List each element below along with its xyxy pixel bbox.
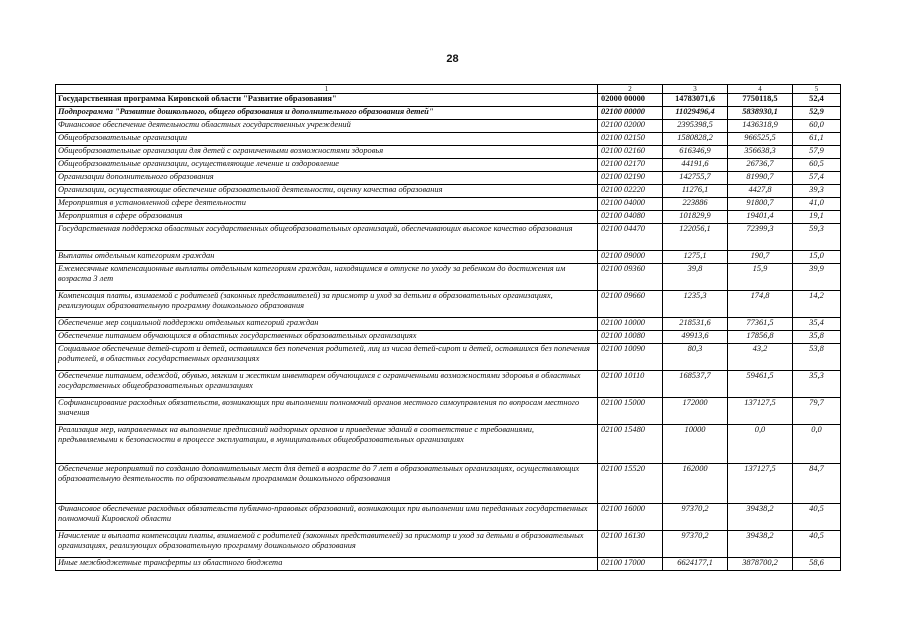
- row-percent-cell: 0,0: [793, 425, 841, 464]
- row-code-cell: 02100 02170: [598, 159, 663, 172]
- row-plan-value-cell: 1235,3: [663, 291, 728, 318]
- row-percent-cell: 60,5: [793, 159, 841, 172]
- row-actual-value-cell: 1436318,9: [728, 120, 793, 133]
- row-percent-cell: 57,9: [793, 146, 841, 159]
- row-actual-value-cell: 17856,8: [728, 331, 793, 344]
- row-actual-value-cell: 19401,4: [728, 211, 793, 224]
- row-code-cell: 02100 02190: [598, 172, 663, 185]
- table-row: [56, 558, 841, 571]
- row-actual-value-cell: 39438,2: [728, 531, 793, 558]
- row-code-cell: 02100 04080: [598, 211, 663, 224]
- row-actual-value-cell: 966525,5: [728, 133, 793, 146]
- row-code-cell: 02100 02160: [598, 146, 663, 159]
- row-actual-value-cell: 5838930,1: [728, 107, 793, 120]
- row-percent-cell: 53,8: [793, 344, 841, 371]
- table-row: [56, 185, 841, 198]
- table-body: [56, 94, 841, 571]
- table-row: [56, 371, 841, 398]
- row-plan-value-cell: 97370,2: [663, 504, 728, 531]
- table-row: [56, 531, 841, 558]
- row-percent-cell: 52,4: [793, 94, 841, 107]
- table-row: [56, 264, 841, 291]
- row-actual-value-cell: 0,0: [728, 425, 793, 464]
- row-percent-cell: 58,6: [793, 558, 841, 571]
- table-row: [56, 211, 841, 224]
- row-actual-value-cell: 39438,2: [728, 504, 793, 531]
- row-plan-value-cell: 168537,7: [663, 371, 728, 398]
- row-actual-value-cell: 7750118,5: [728, 94, 793, 107]
- row-name-cell: Софинансирование расходных обязательств, возникающих при выполнении полномочий органов местного самоуправления по вопросам местного значения: [56, 398, 598, 425]
- row-name-cell: Финансовое обеспечение деятельности областных государственных учреждений: [56, 120, 598, 133]
- row-name-cell: Выплаты отдельным категориям граждан: [56, 251, 598, 264]
- row-code-cell: 02100 15520: [598, 464, 663, 504]
- row-percent-cell: 35,3: [793, 371, 841, 398]
- column-number-row: [56, 85, 841, 94]
- row-name-cell: Общеобразовательные организации для детей с ограниченными возможностями здоровья: [56, 146, 598, 159]
- row-name-cell: Общеобразовательные организации, осуществляющие лечение и оздоровление: [56, 159, 598, 172]
- row-code-cell: 02100 10000: [598, 318, 663, 331]
- row-actual-value-cell: 137127,5: [728, 398, 793, 425]
- row-percent-cell: 15,0: [793, 251, 841, 264]
- table-row: [56, 318, 841, 331]
- row-actual-value-cell: 72399,3: [728, 224, 793, 251]
- table-row: [56, 146, 841, 159]
- table-row: [56, 331, 841, 344]
- row-name-cell: Государственная программа Кировской области "Развитие образования": [56, 94, 598, 107]
- table-row: [56, 120, 841, 133]
- row-percent-cell: 19,1: [793, 211, 841, 224]
- row-plan-value-cell: 97370,2: [663, 531, 728, 558]
- row-plan-value-cell: 223886: [663, 198, 728, 211]
- row-name-cell: Финансовое обеспечение расходных обязательств публично-правовых образований, возникающих при выполнении ими переданных государственных полномочий Кировской области: [56, 504, 598, 531]
- row-name-cell: Мероприятия в сфере образования: [56, 211, 598, 224]
- row-plan-value-cell: 101829,9: [663, 211, 728, 224]
- row-plan-value-cell: 6624177,1: [663, 558, 728, 571]
- row-plan-value-cell: 218531,6: [663, 318, 728, 331]
- row-percent-cell: 35,8: [793, 331, 841, 344]
- row-percent-cell: 79,7: [793, 398, 841, 425]
- row-code-cell: 02000 00000: [598, 94, 663, 107]
- row-code-cell: 02100 02220: [598, 185, 663, 198]
- row-code-cell: 02100 17000: [598, 558, 663, 571]
- table-row: [56, 425, 841, 464]
- row-percent-cell: 60,0: [793, 120, 841, 133]
- row-percent-cell: 52,9: [793, 107, 841, 120]
- row-percent-cell: 59,3: [793, 224, 841, 251]
- row-percent-cell: 35,4: [793, 318, 841, 331]
- row-code-cell: 02100 09000: [598, 251, 663, 264]
- table-row: [56, 94, 841, 107]
- row-code-cell: 02100 09360: [598, 264, 663, 291]
- row-actual-value-cell: 43,2: [728, 344, 793, 371]
- row-name-cell: Подпрограмма "Развитие дошкольного, общего образования и дополнительного образования детей": [56, 107, 598, 120]
- row-code-cell: 02100 10090: [598, 344, 663, 371]
- row-name-cell: Общеобразовательные организации: [56, 133, 598, 146]
- column-header: 1: [56, 85, 598, 94]
- row-percent-cell: 57,4: [793, 172, 841, 185]
- row-actual-value-cell: 4427,8: [728, 185, 793, 198]
- row-code-cell: 02100 04000: [598, 198, 663, 211]
- row-code-cell: 02100 16000: [598, 504, 663, 531]
- row-plan-value-cell: 142755,7: [663, 172, 728, 185]
- row-plan-value-cell: 44191,6: [663, 159, 728, 172]
- row-code-cell: 02100 00000: [598, 107, 663, 120]
- row-percent-cell: 40,5: [793, 504, 841, 531]
- row-plan-value-cell: 2395398,5: [663, 120, 728, 133]
- row-code-cell: 02100 10080: [598, 331, 663, 344]
- row-name-cell: Обеспечение мер социальной поддержки отдельных категорий граждан: [56, 318, 598, 331]
- row-actual-value-cell: 59461,5: [728, 371, 793, 398]
- row-name-cell: Компенсация платы, взимаемой с родителей (законных представителей) за присмотр и уход за детьми в образовательных организациях, реализующих образовательную программу дошкольного образования: [56, 291, 598, 318]
- row-actual-value-cell: 81990,7: [728, 172, 793, 185]
- budget-table: [55, 84, 841, 571]
- row-actual-value-cell: 91800,7: [728, 198, 793, 211]
- row-name-cell: Государственная поддержка областных государственных общеобразовательных организаций, обеспечивающих высокое качество образования: [56, 224, 598, 251]
- table-row: [56, 291, 841, 318]
- row-percent-cell: 14,2: [793, 291, 841, 318]
- page-number: 28: [446, 53, 459, 65]
- row-plan-value-cell: 172000: [663, 398, 728, 425]
- row-code-cell: 02100 10110: [598, 371, 663, 398]
- row-name-cell: Начисление и выплата компенсации платы, взимаемой с родителей (законных представителей) за присмотр и уход за детьми в образовательных организациях, реализующих образовательную программу дошкольного образования: [56, 531, 598, 558]
- row-percent-cell: 40,5: [793, 531, 841, 558]
- row-plan-value-cell: 1580828,2: [663, 133, 728, 146]
- row-name-cell: Обеспечение питанием обучающихся в областных государственных образовательных организациях: [56, 331, 598, 344]
- row-plan-value-cell: 49913,6: [663, 331, 728, 344]
- row-plan-value-cell: 10000: [663, 425, 728, 464]
- row-name-cell: Ежемесячные компенсационные выплаты отдельным категориям граждан, находящимся в отпуске по уходу за ребенком до достижения им возраста 3 лет: [56, 264, 598, 291]
- table-row: [56, 224, 841, 251]
- table-row: [56, 398, 841, 425]
- row-name-cell: Организации дополнительного образования: [56, 172, 598, 185]
- row-code-cell: 02100 02150: [598, 133, 663, 146]
- row-plan-value-cell: 122056,1: [663, 224, 728, 251]
- row-percent-cell: 61,1: [793, 133, 841, 146]
- row-plan-value-cell: 162000: [663, 464, 728, 504]
- row-actual-value-cell: 174,8: [728, 291, 793, 318]
- row-name-cell: Социальное обеспечение детей-сирот и детей, оставшихся без попечения родителей, лиц из числа детей-сирот и детей, оставшихся без попечения родителей, в областных государственных организациях: [56, 344, 598, 371]
- row-code-cell: 02100 16130: [598, 531, 663, 558]
- table-row: [56, 464, 841, 504]
- row-plan-value-cell: 80,3: [663, 344, 728, 371]
- row-code-cell: 02100 09660: [598, 291, 663, 318]
- table-row: [56, 159, 841, 172]
- row-code-cell: 02100 15000: [598, 398, 663, 425]
- row-actual-value-cell: 190,7: [728, 251, 793, 264]
- table-row: [56, 344, 841, 371]
- table-row: [56, 198, 841, 211]
- row-plan-value-cell: 11276,1: [663, 185, 728, 198]
- row-code-cell: 02100 02000: [598, 120, 663, 133]
- row-actual-value-cell: 15,9: [728, 264, 793, 291]
- row-percent-cell: 41,0: [793, 198, 841, 211]
- table-row: [56, 504, 841, 531]
- column-header: 4: [728, 85, 793, 94]
- row-name-cell: Обеспечение мероприятий по созданию дополнительных мест для детей в возрасте до 7 лет в образовательных организациях, осуществляющих образовательную деятельность по образовательным программам дошкольного образования: [56, 464, 598, 504]
- row-plan-value-cell: 14783071,6: [663, 94, 728, 107]
- column-header: 3: [663, 85, 728, 94]
- row-actual-value-cell: 26736,7: [728, 159, 793, 172]
- row-actual-value-cell: 137127,5: [728, 464, 793, 504]
- row-code-cell: 02100 15480: [598, 425, 663, 464]
- table-row: [56, 251, 841, 264]
- row-percent-cell: 39,9: [793, 264, 841, 291]
- row-percent-cell: 39,3: [793, 185, 841, 198]
- row-name-cell: Реализация мер, направленных на выполнение предписаний надзорных органов и приведение зданий в соответствие с требованиями, предъявляемыми к безопасности в процессе эксплуатации, в муниципальных общеобразовательных организациях: [56, 425, 598, 464]
- row-percent-cell: 84,7: [793, 464, 841, 504]
- row-plan-value-cell: 39,8: [663, 264, 728, 291]
- row-name-cell: Организации, осуществляющие обеспечение образовательной деятельности, оценку качества образования: [56, 185, 598, 198]
- row-name-cell: Обеспечение питанием, одеждой, обувью, мягким и жестким инвентарем обучающихся с ограниченными возможностями здоровья в областных государственных общеобразовательных организациях: [56, 371, 598, 398]
- column-header: 5: [793, 85, 841, 94]
- row-actual-value-cell: 3878700,2: [728, 558, 793, 571]
- row-plan-value-cell: 1275,1: [663, 251, 728, 264]
- row-name-cell: Иные межбюджетные трансферты из областного бюджета: [56, 558, 598, 571]
- row-actual-value-cell: 356638,3: [728, 146, 793, 159]
- table-row: [56, 172, 841, 185]
- row-code-cell: 02100 04470: [598, 224, 663, 251]
- row-name-cell: Мероприятия в установленной сфере деятельности: [56, 198, 598, 211]
- table-row: [56, 133, 841, 146]
- row-actual-value-cell: 77361,5: [728, 318, 793, 331]
- table-row: [56, 107, 841, 120]
- row-plan-value-cell: 616346,9: [663, 146, 728, 159]
- column-header: 2: [598, 85, 663, 94]
- row-plan-value-cell: 11029496,4: [663, 107, 728, 120]
